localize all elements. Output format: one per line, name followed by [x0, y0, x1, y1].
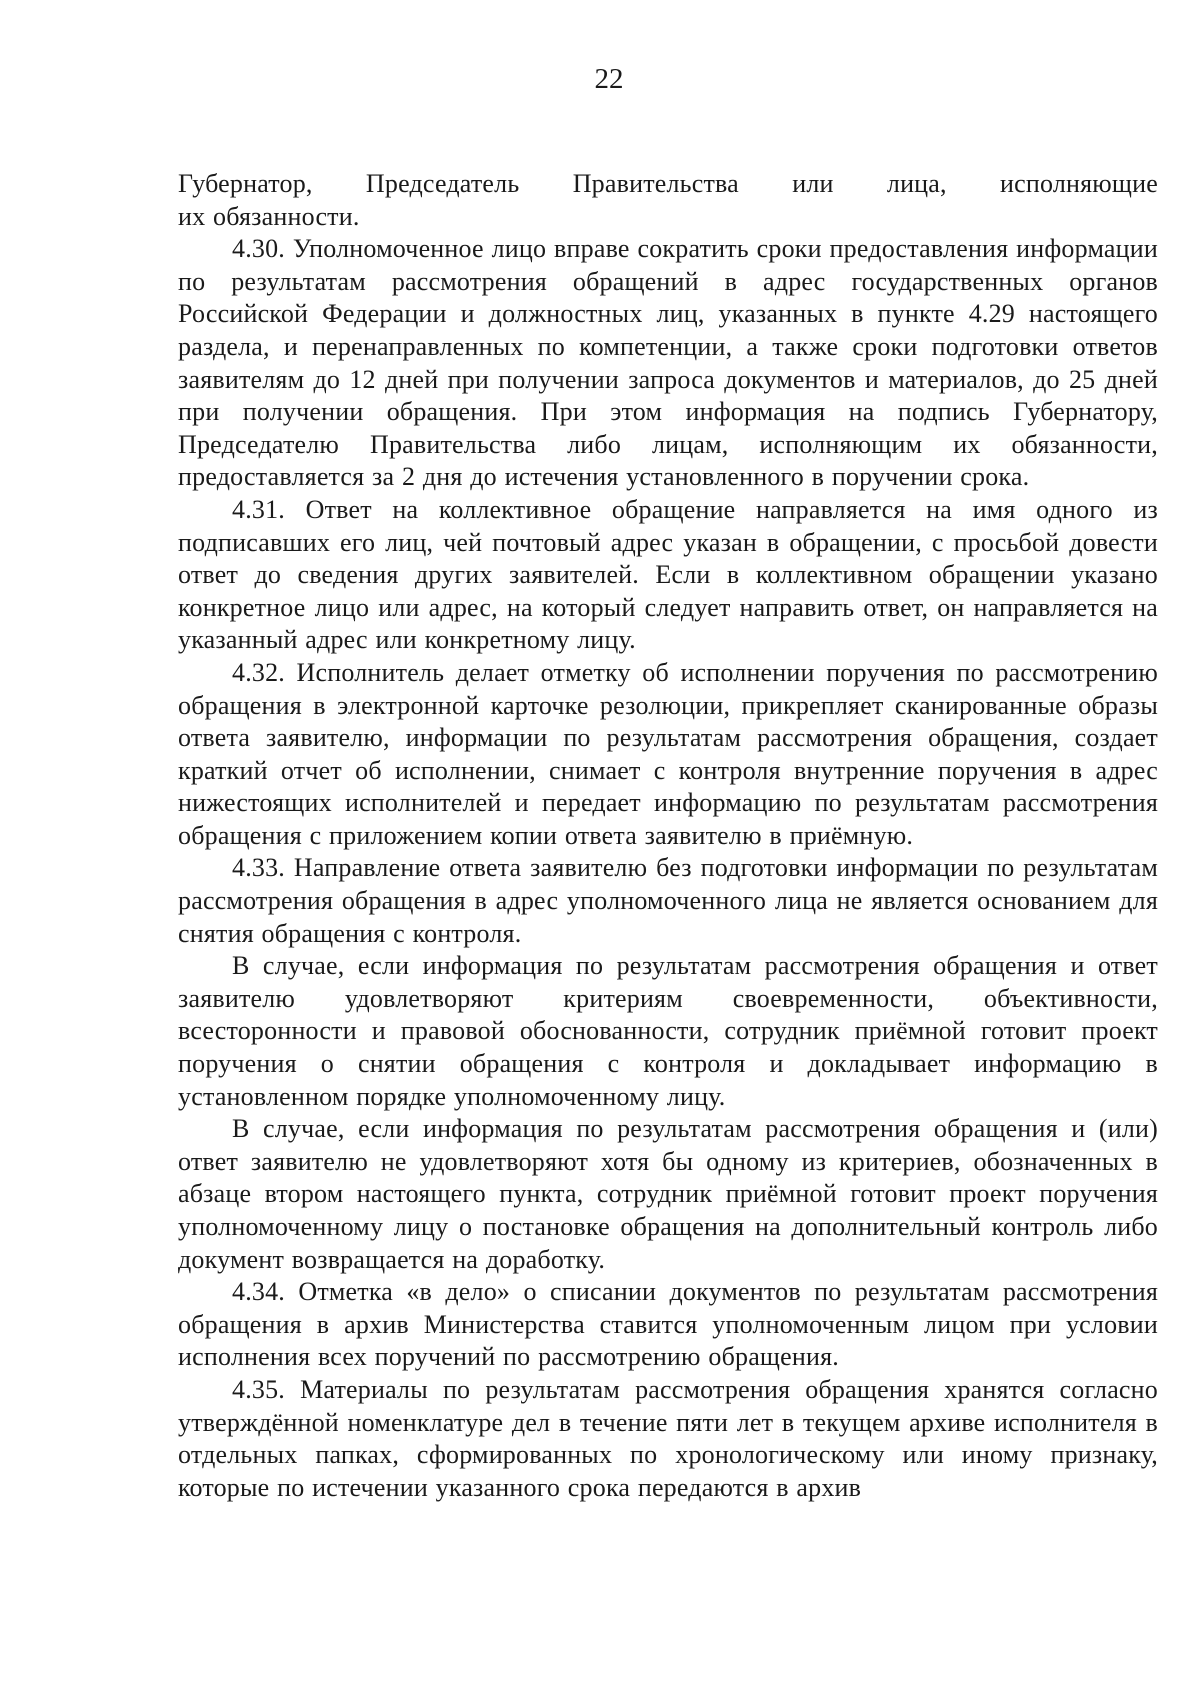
page-number: 22 [594, 63, 624, 95]
paragraph-4-33-second: В случае, если информация по результатам рассмотрения обращения и ответ заявителю удовлетворяют критериям своевременности, объективности, всесторонности и правовой обоснованности, сотрудник приёмной готовит проект поручения о снятии обращения с контроля и докладывает информацию в установленном порядке уполномоченному лицу. [178, 951, 1158, 1111]
document-body [178, 168, 1158, 1504]
paragraph-continuation [178, 168, 1158, 233]
paragraph-continuation-first-line: Губернатор, Председатель Правительства или лица, исполняющие [178, 169, 1158, 198]
paragraph-4-35: 4.35. Материалы по результатам рассмотрения обращения хранятся согласно утверждённой номенклатуре дел в течение пяти лет в текущем архиве исполнителя в отдельных папках, сформированных по хронологическому или иному признаку, которые по истечении указанного срока передаются в архив [178, 1374, 1158, 1502]
paragraph-4-30: 4.30. Уполномоченное лицо вправе сократить сроки предоставления информации по результатам рассмотрения обращений в адрес государственных органов Российской Федерации и должностных лиц, указанных в пункте 4.29 настоящего раздела, и перенаправленных по компетенции, а также сроки подготовки ответов заявителям до 12 дней при получении запроса документов и материалов, до 25 дней при получении обращения. При этом информация на подпись Губернатору, Председателю Правительства либо лицам, исполняющим их обязанности, предоставляется за 2 дня до истечения установленного в поручении срока. [178, 234, 1158, 492]
paragraph-continuation-rest: их обязанности. [178, 201, 360, 231]
paragraph-4-33: 4.33. Направление ответа заявителю без подготовки информации по результатам рассмотрения обращения в адрес уполномоченного лица не является основанием для снятия обращения с контроля. [178, 853, 1158, 948]
paragraph-4-33-third: В случае, если информация по результатам рассмотрения обращения и (или) ответ заявителю не удовлетворяют хотя бы одному из критериев, обозначенных в абзаце втором настоящего пункта, сотрудник приёмной готовит проект поручения уполномоченному лицу о постановке обращения на дополнительный контроль либо документ возвращается на доработку. [178, 1114, 1158, 1274]
paragraph-4-32: 4.32. Исполнитель делает отметку об исполнении поручения по рассмотрению обращения в электронной карточке резолюции, прикрепляет сканированные образы ответа заявителю, информации по результатам рассмотрения обращения, создает краткий отчет об исполнении, снимает с контроля внутренние поручения в адрес нижестоящих исполнителей и передает информацию по результатам рассмотрения обращения с приложением копии ответа заявителю в приёмную. [178, 657, 1158, 850]
paragraph-4-31: 4.31. Ответ на коллективное обращение направляется на имя одного из подписавших его лиц, чей почтовый адрес указан в обращении, с просьбой довести ответ до сведения других заявителей. Если в коллективном обращении указано конкретное лицо или адрес, на который следует направить ответ, он направляется на указанный адрес или конкретному лицу. [178, 494, 1158, 655]
paragraph-4-34: 4.34. Отметка «в дело» о списании документов по результатам рассмотрения обращения в архив Министерства ставится уполномоченным лицом при условии исполнения всех поручений по рассмотрению обращения. [178, 1277, 1158, 1372]
